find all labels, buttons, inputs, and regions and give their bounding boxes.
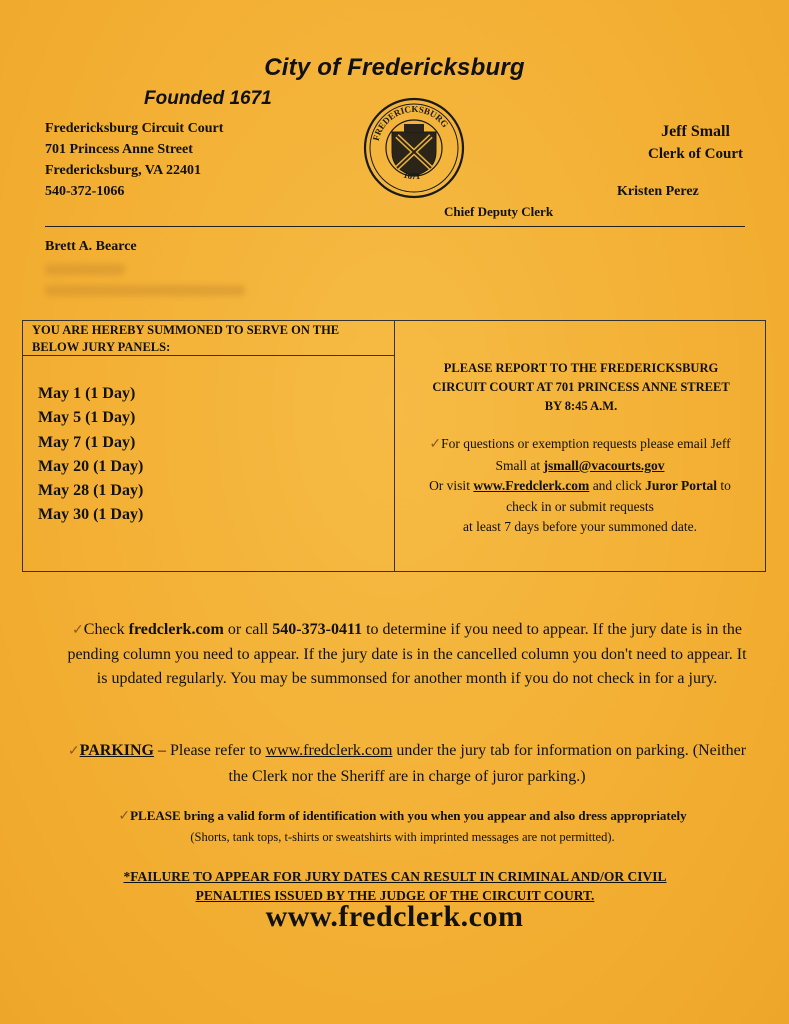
- court-name: Fredericksburg Circuit Court: [45, 121, 224, 136]
- summons-heading-line: BELOW JURY PANELS:: [32, 340, 171, 354]
- checkmark-icon: ✓: [118, 809, 131, 824]
- city-seal-logo: [362, 96, 466, 200]
- court-address-block: [45, 118, 223, 202]
- svg-text:1671: [402, 170, 421, 182]
- checkmark-icon: ✓: [429, 437, 442, 452]
- redacted-address-line: [45, 264, 125, 275]
- summons-column-divider: [394, 320, 395, 572]
- parking-text: – Please refer to: [154, 742, 266, 759]
- jury-date: May 20 (1 Day): [38, 457, 144, 475]
- header-divider: [45, 226, 745, 227]
- report-instructions: [402, 359, 760, 416]
- jury-date: May 28 (1 Day): [38, 482, 144, 500]
- deputy-title: Chief Deputy Clerk: [444, 204, 554, 219]
- summons-heading: [32, 322, 392, 356]
- clerk-name: Jeff Small: [661, 123, 730, 140]
- contact-line: check in or submit requests: [506, 498, 654, 514]
- jury-date: May 1 (1 Day): [38, 385, 136, 402]
- check-text: to determine if you need to appear. If the jury date is in the pending column you need to appear. If the jury date is in the cancelled column you don't need to appear. It is updated regularly. You may be summonsed for another month if you do not check in for a jury.: [67, 621, 747, 687]
- summons-heading-line: YOU ARE HEREBY SUMMONED TO SERVE ON THE: [32, 323, 340, 337]
- jury-date: May 30 (1 Day): [38, 506, 144, 524]
- parking-label: PARKING: [79, 742, 154, 759]
- juror-portal-label: Juror Portal: [645, 478, 718, 493]
- contact-info: [398, 434, 762, 538]
- identification-text: PLEASE bring a valid form of identification with you when you appear and also dress appropriately: [130, 808, 687, 823]
- court-phone: 540-372-1066: [45, 184, 125, 199]
- parking-site-link[interactable]: www.fredclerk.com: [265, 742, 393, 759]
- deputy-name: Kristen Perez: [617, 184, 699, 199]
- contact-text: to: [717, 478, 731, 493]
- seal-text-bottom: 1671: [402, 169, 421, 182]
- phone-reference: 540-373-0411: [272, 621, 363, 638]
- failure-line: PENALTIES ISSUED BY THE JUDGE OF THE CIRCUIT COURT.: [195, 888, 595, 903]
- report-line: PLEASE REPORT TO THE FREDERICKSBURG: [443, 361, 719, 375]
- redacted-address-line: [45, 285, 245, 296]
- parking-text: under the jury tab for information on parking. (Neither the Clerk nor the Sheriff are in charge of juror parking.): [228, 742, 747, 785]
- website-link[interactable]: www.Fredclerk.com: [473, 478, 590, 493]
- contact-line: at least 7 days before your summoned date.: [463, 519, 697, 534]
- clerk-title: Clerk of Court: [648, 146, 743, 162]
- failure-line: *FAILURE TO APPEAR FOR JURY DATES CAN RESULT IN CRIMINAL AND/OR CIVIL: [123, 869, 667, 884]
- checkmark-icon: ✓: [67, 744, 80, 759]
- report-time: BY 8:45 A.M.: [544, 399, 618, 413]
- parking-paragraph: [62, 738, 752, 789]
- identification-notice: [40, 806, 765, 847]
- check-text: Check: [83, 621, 129, 638]
- contact-text: Or visit: [429, 478, 474, 493]
- check-in-paragraph: [62, 618, 752, 691]
- dress-code-note: (Shorts, tank tops, t-shirts or sweatshirts with imprinted messages are not permitted).: [190, 830, 615, 844]
- jury-dates-list: [38, 382, 143, 528]
- report-line: CIRCUIT COURT AT 701 PRINCESS ANNE STREET: [432, 380, 730, 394]
- seal-text-top: FREDERICKSBURG: [370, 103, 451, 142]
- city-title: City of Fredericksburg: [264, 54, 525, 81]
- contact-line: For questions or exemption requests please email Jeff: [441, 436, 731, 451]
- check-text: or call: [223, 621, 273, 638]
- contact-text: Small at: [495, 457, 544, 473]
- footer-website[interactable]: www.fredclerk.com: [265, 900, 524, 933]
- court-street: 701 Princess Anne Street: [45, 142, 193, 157]
- founded-year: Founded 1671: [144, 88, 272, 109]
- jury-date: May 7 (1 Day): [38, 433, 136, 451]
- clerk-block: [648, 120, 743, 166]
- jury-date: May 5 (1 Day): [38, 409, 136, 427]
- court-city-state-zip: Fredericksburg, VA 22401: [45, 163, 201, 178]
- site-reference[interactable]: fredclerk.com: [128, 621, 224, 638]
- contact-text: and click: [589, 478, 646, 493]
- recipient-name: Brett A. Bearce: [45, 239, 137, 254]
- email-link[interactable]: jsmall@vacourts.gov: [543, 457, 665, 473]
- checkmark-icon: ✓: [72, 623, 84, 638]
